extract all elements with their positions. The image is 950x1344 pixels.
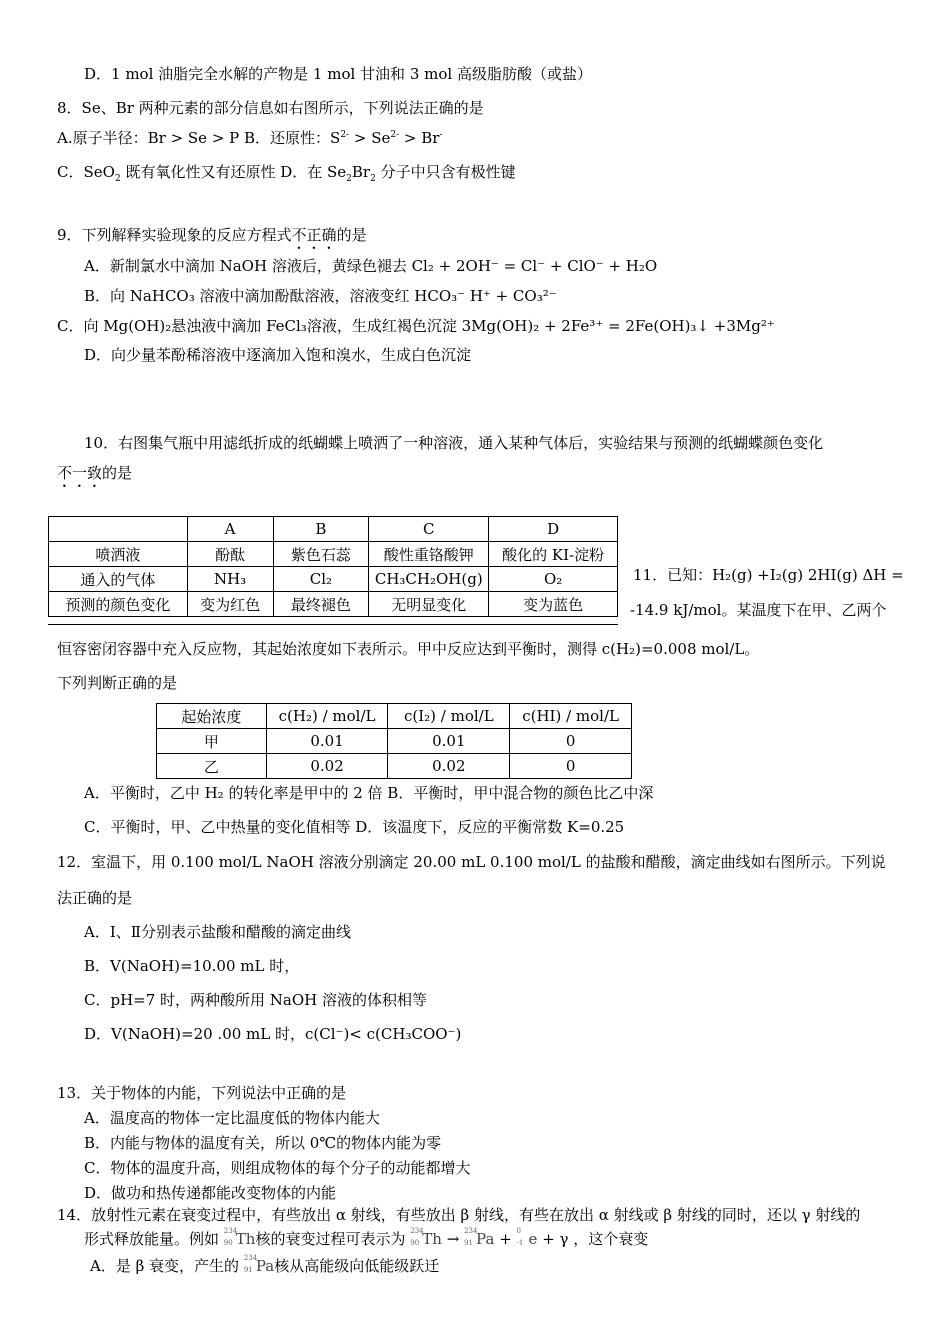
q10-table: [48, 516, 618, 617]
q10-stem-text: 的是: [102, 464, 133, 482]
table-cell: Cl₂: [273, 567, 369, 592]
mass-number: 234: [223, 1227, 238, 1235]
element-symbol: Th: [235, 1230, 256, 1248]
q11-stem-4: 下列判断正确的是: [57, 674, 178, 692]
element-symbol: Pa: [476, 1230, 495, 1248]
q8-options-ab: [57, 128, 443, 148]
table-cell: c(HI) / mol/L: [510, 704, 632, 729]
element-symbol: e: [528, 1230, 538, 1248]
q7-option-d: D．1 mol 油脂完全水解的产物是 1 mol 甘油和 3 mol 高级脂肪酸（或盐）: [84, 65, 592, 83]
table-cell: 变为红色: [187, 592, 273, 617]
table-header-row: [157, 704, 632, 729]
q13-option-c: C．物体的温度升高，则组成物体的每个分子的动能都增大: [84, 1159, 471, 1177]
arrow-glyph: →: [441, 1230, 465, 1248]
q11-stem-2: -14.9 kJ/mol。某温度下在甲、乙两个: [630, 601, 887, 619]
q11-options-cd: C．平衡时，甲、乙中热量的变化值相等 D．该温度下，反应的平衡常数 K=0.25: [84, 818, 625, 836]
table-cell: 预测的颜色变化: [49, 592, 188, 617]
q13-option-d: D．做功和热传递都能改变物体的内能: [84, 1184, 337, 1202]
table-cell: 甲: [157, 729, 267, 754]
q8-text: 既有氧化性又有还原性 D．在 Se: [120, 163, 347, 181]
q9-stem-text: 的是: [336, 226, 367, 244]
q10-stem-2: [57, 463, 132, 491]
table-cell: 酸化的 KI-淀粉: [489, 542, 618, 567]
q12-option-a: A．Ⅰ、Ⅱ分别表示盐酸和醋酸的滴定曲线: [84, 923, 351, 941]
table-cell: 酸性重铬酸钾: [369, 542, 489, 567]
q8-sub: 2: [370, 174, 376, 184]
table-row: [157, 729, 632, 754]
table-cell: 最终褪色: [273, 592, 369, 617]
table-cell: C: [369, 517, 489, 542]
q10-stem: 10．右图集气瓶中用滤纸折成的纸蝴蝶上喷洒了一种溶液，通入某种气体后，实验结果与预测的纸蝴蝶颜色变化: [84, 434, 824, 452]
q13-option-b: B．内能与物体的温度有关，所以 0℃的物体内能为零: [84, 1134, 442, 1152]
table-cell: 0: [510, 754, 632, 779]
q8-sup: 2-: [390, 130, 400, 140]
q8-text: > Se: [349, 129, 391, 147]
table-cell: 无明显变化: [369, 592, 489, 617]
protactinium-nuclide: [243, 1254, 275, 1276]
q8-sup: 2-: [340, 130, 350, 140]
table-cell: A: [187, 517, 273, 542]
element-symbol: Pa: [255, 1257, 275, 1275]
q13-stem: 13．关于物体的内能，下列说法中正确的是: [57, 1084, 347, 1102]
q8-text: > Br: [399, 129, 440, 147]
q8-text: C．SeO: [57, 163, 115, 181]
q9-option-b: B．向 NaHCO₃ 溶液中滴加酚酞溶液，溶液变红 HCO₃⁻ H⁺ + CO₃²⁻: [84, 287, 557, 305]
q14-text: 核的衰变过程可表示为: [255, 1230, 406, 1248]
table-cell: 0.02: [388, 754, 510, 779]
electron-nuclide: [516, 1227, 538, 1249]
q9-emphasis: 不正确: [291, 226, 337, 244]
q9-option-c: C．向 Mg(OH)₂悬浊液中滴加 FeCl₃溶液，生成红褐色沉淀 3Mg(OH)₂ + 2Fe³⁺ = 2Fe(OH)₃↓ +3Mg²⁺: [57, 317, 775, 335]
table-cell: 0.02: [266, 754, 388, 779]
q9-option-d: D．向少量苯酚稀溶液中逐滴加入饱和溴水，生成白色沉淀: [84, 346, 472, 364]
q12-option-c: C．pH=7 时，两种酸所用 NaOH 溶液的体积相等: [84, 991, 428, 1009]
q8-stem: 8．Se、Br 两种元素的部分信息如右图所示，下列说法正确的是: [57, 99, 484, 117]
q8-text: 分子中只含有极性键: [375, 163, 516, 181]
q14-stem-2: [84, 1229, 648, 1249]
thorium-nuclide: [223, 1227, 256, 1249]
element-symbol: Th: [422, 1230, 442, 1248]
table-row: [157, 754, 632, 779]
q9-option-a: A．新制氯水中滴加 NaOH 溶液后，黄绿色褪去 Cl₂ + 2OH⁻ = Cl⁻ + ClO⁻ + H₂O: [84, 257, 658, 275]
table-header-row: [49, 517, 618, 542]
table-cell: 通入的气体: [49, 567, 188, 592]
q12-option-d: D．V(NaOH)=20 .00 mL 时，c(Cl⁻)< c(CH₃COO⁻): [84, 1025, 462, 1043]
q14-text: A．是 β 衰变，产生的: [90, 1257, 240, 1275]
mass-number: 234: [243, 1254, 258, 1262]
q10-table-bottom-rule: [48, 624, 618, 625]
q14-text: 核从高能级向低能级跃迁: [274, 1257, 440, 1275]
mass-number: 0: [516, 1227, 521, 1235]
q12-stem-2: 法正确的是: [57, 889, 133, 907]
table-cell: D: [489, 517, 618, 542]
table-row: [49, 592, 618, 617]
q14-option-a: [90, 1256, 439, 1276]
table-cell: 变为蓝色: [489, 592, 618, 617]
table-cell: 起始浓度: [157, 704, 267, 729]
table-cell: O₂: [489, 567, 618, 592]
table-row: [49, 567, 618, 592]
q14-text: 形式释放能量。例如: [84, 1230, 220, 1248]
table-cell: 喷洒液: [49, 542, 188, 567]
thorium-nuclide: [410, 1227, 442, 1249]
q9-stem-text: 9．下列解释实验现象的反应方程式: [57, 226, 292, 244]
table-row: [49, 542, 618, 567]
q8-options-cd: [57, 162, 516, 182]
table-cell: 乙: [157, 754, 267, 779]
q13-option-a: A．温度高的物体一定比温度低的物体内能大: [84, 1109, 380, 1127]
protactinium-nuclide: [464, 1227, 495, 1249]
atomic-number: 91: [243, 1266, 253, 1274]
table-cell: 0: [510, 729, 632, 754]
charge-number: -1: [516, 1239, 524, 1247]
table-cell: 紫色石蕊: [273, 542, 369, 567]
table-cell: 0.01: [266, 729, 388, 754]
atomic-number: 90: [223, 1239, 233, 1247]
q8-text: Br: [351, 163, 371, 181]
q11-options-ab: A．平衡时，乙中 H₂ 的转化率是甲中的 2 倍 B．平衡时，甲中混合物的颜色比乙中深: [84, 784, 654, 802]
q14-stem: 14．放射性元素在衰变过程中，有些放出 α 射线，有些放出 β 射线，有些在放出 α 射线或 β 射线的同时，还以 γ 射线的: [57, 1206, 861, 1224]
table-cell: c(H₂) / mol/L: [266, 704, 388, 729]
q8-sup: -: [439, 130, 443, 140]
mass-number: 234: [410, 1227, 424, 1235]
q10-emphasis: 不一致: [57, 464, 103, 482]
q14-text: ，这个衰变: [568, 1230, 649, 1248]
table-cell: NH₃: [187, 567, 273, 592]
q9-stem: [57, 225, 367, 253]
mass-number: 234: [464, 1227, 478, 1235]
table-cell: 酚酞: [187, 542, 273, 567]
q11-table: [156, 703, 632, 779]
q11-stem-3: 恒容密闭容器中充入反应物，其起始浓度如下表所示。甲中反应达到平衡时，测得 c(H₂)=0.008 mol/L。: [57, 640, 760, 658]
q8-sub: 2: [346, 174, 352, 184]
q12-option-b: B．V(NaOH)=10.00 mL 时，: [84, 957, 300, 975]
atomic-number: 90: [410, 1239, 420, 1247]
table-cell: 0.01: [388, 729, 510, 754]
q12-stem: 12．室温下，用 0.100 mol/L NaOH 溶液分别滴定 20.00 mL 0.100 mol/L 的盐酸和醋酸，滴定曲线如右图所示。下列说: [57, 853, 886, 871]
table-cell: [49, 517, 188, 542]
atomic-number: 91: [464, 1239, 473, 1247]
table-cell: c(I₂) / mol/L: [388, 704, 510, 729]
q11-stem: 11．已知：H₂(g) +I₂(g) 2HI(g) ΔH =: [633, 566, 904, 584]
table-cell: B: [273, 517, 369, 542]
gamma-text: + γ: [537, 1230, 569, 1248]
plus-glyph: +: [494, 1230, 517, 1248]
q8-option-a-text: A.原子半径：Br > Se > P B．还原性：S: [57, 129, 341, 147]
table-cell: CH₃CH₂OH(g): [369, 567, 489, 592]
q8-sub: 2: [114, 174, 121, 184]
